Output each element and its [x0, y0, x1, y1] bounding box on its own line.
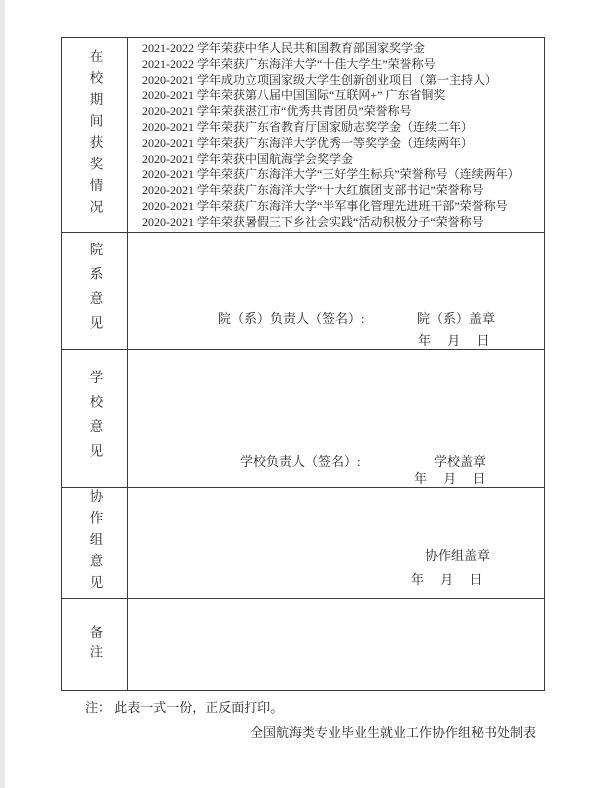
row-label-school: 学校意见: [87, 369, 103, 468]
award-line: 2020-2021 学年荣获中国航海学会奖学金: [142, 151, 353, 166]
table-row-awards: [62, 38, 544, 233]
awards-list: [128, 38, 544, 231]
footer-credit: 全国航海类专业毕业生就业工作协作组秘书处制表: [250, 725, 537, 740]
award-line: 2021-2022 学年荣获广东海洋大学“十佳大学生”荣誉称号: [142, 56, 436, 71]
cooperation-group-seal-label: 协作组盖章: [425, 548, 491, 563]
department-date-placeholder: 年 月 日: [418, 333, 490, 348]
award-line: 2020-2021 学年荣获广东海洋大学“三好学生标兵”荣誉称号（连续两年）: [142, 167, 520, 182]
department-content-cell: [128, 233, 544, 349]
award-line: 2020-2021 学年成功立项国家级大学生创新创业项目（第一主持人）: [142, 72, 497, 87]
award-line: 2020-2021 学年荣获广东海洋大学“十大红旗团支部书记”荣誉称号: [142, 183, 484, 198]
award-line: 2020-2021 学年荣获广东海洋大学“半军事化管理先进班干部”荣誉称号: [142, 198, 508, 213]
department-seal-label: 院（系）盖章: [417, 311, 496, 326]
row-label-cooperation-group: 协作组意见: [87, 489, 103, 597]
cooperation-group-date-placeholder: 年 月 日: [411, 572, 483, 587]
award-line: 2020-2021 学年荣获第八届中国国际“互联网+” 广东省铜奖: [142, 88, 446, 103]
award-line: 2020-2021 学年荣获暑假三下乡社会实践“活动积极分子“荣誉称号: [142, 214, 484, 229]
cooperation-group-content-cell: [128, 488, 544, 598]
table-row-school-opinion: [62, 350, 544, 488]
graduate-employment-form-table: [61, 37, 545, 691]
footer-note: 注： 此表一式一份，正反面打印。: [85, 700, 284, 715]
row-label-department: 院系意见: [87, 242, 103, 340]
page-edge-strip: [0, 0, 5, 788]
award-line: 2021-2022 学年荣获中华人民共和国教育部国家奖学金: [142, 41, 425, 55]
school-content-cell: [128, 350, 544, 487]
table-row-cooperation-group-opinion: [62, 488, 544, 599]
table-row-department-opinion: [62, 233, 544, 350]
row-label-cell-school: [62, 350, 128, 487]
awards-content-cell: [128, 38, 544, 232]
school-date-placeholder: 年 月 日: [414, 471, 486, 486]
row-label-cell-awards: [62, 38, 128, 232]
row-label-cell-department: [62, 233, 128, 349]
award-line: 2020-2021 学年荣获广东海洋大学优秀一等奖学金（连续两年）: [142, 135, 473, 150]
row-label-remarks: 备注: [87, 625, 103, 664]
department-signer-label: 院（系）负责人（签名）:: [218, 311, 365, 326]
school-seal-label: 学校盖章: [434, 454, 487, 469]
school-signer-label: 学校负责人（签名）:: [240, 454, 361, 469]
award-line: 2020-2021 学年荣获广东省教育厅国家励志奖学金（连续二年）: [142, 119, 473, 134]
award-line: 2020-2021 学年荣获湛江市“优秀共青团员”荣誉称号: [142, 104, 412, 119]
row-label-awards: 在校期间获奖情况: [87, 49, 103, 221]
row-label-cell-cooperation-group: [62, 488, 128, 598]
remarks-content-cell: [128, 599, 544, 690]
table-row-remarks: [62, 599, 544, 690]
row-label-cell-remarks: [62, 599, 128, 690]
